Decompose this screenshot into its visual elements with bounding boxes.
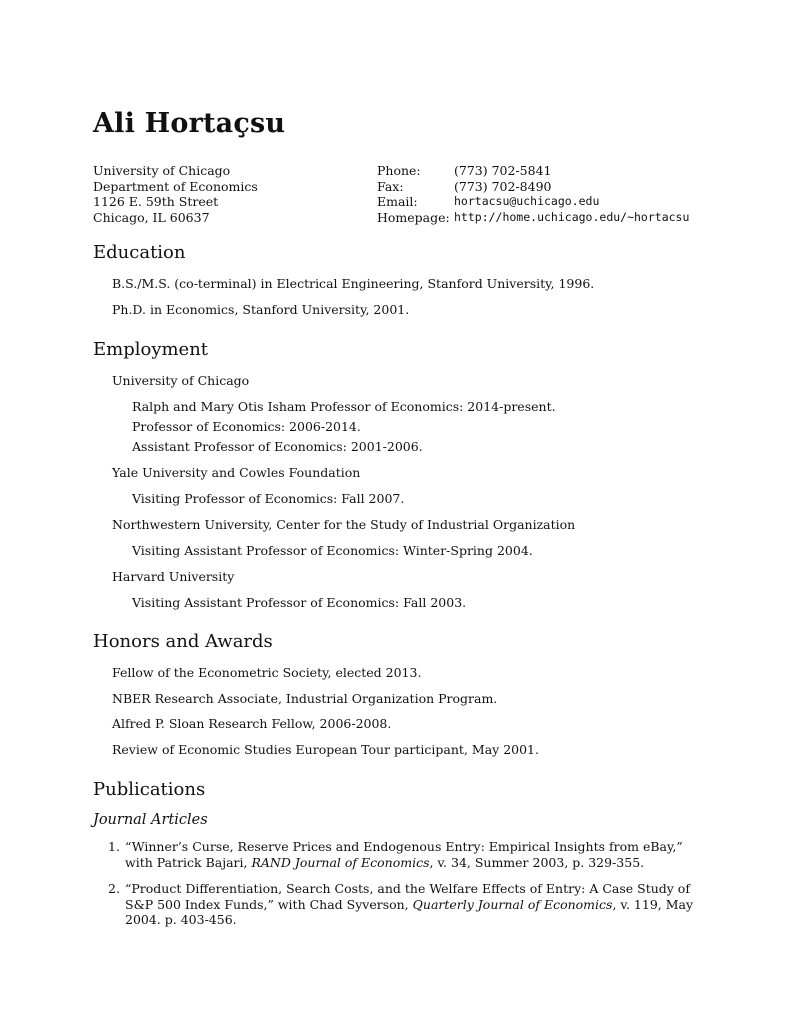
employer-name: Harvard University [112, 569, 235, 584]
publication-journal: RAND Journal of Economics [251, 854, 430, 870]
contact-label: Phone: [377, 163, 421, 178]
publication-citation: “Product Differentiation, Search Costs, and the Welfare Effects of Entry: A Case Study of S&P 500 Index Funds,” with Chad Syverson, [125, 881, 690, 912]
employer-name: University of Chicago [112, 373, 250, 388]
address-block [93, 163, 258, 225]
honor-item: Alfred P. Sloan Research Fellow, 2006-2008. [112, 716, 392, 731]
honor-item: Fellow of the Econometric Society, elected 2013. [112, 665, 422, 680]
publication-citation: “Winner’s Curse, Reserve Prices and Endogenous Entry: Empirical Insights from eBay,” with Patrick Bajari, [125, 839, 683, 870]
homepage-link[interactable]: http://home.uchicago.edu/∼hortacsu [454, 209, 690, 224]
contact-block [377, 163, 689, 225]
address-line: University of Chicago [93, 163, 231, 178]
publication-text [125, 839, 708, 870]
education-item: Ph.D. in Economics, Stanford University, 2001. [112, 302, 410, 317]
position-item: Visiting Assistant Professor of Economics: Winter-Spring 2004. [132, 543, 533, 558]
phone-value: (773) 702-5841 [454, 163, 552, 178]
section-heading-publications: Publications [93, 779, 206, 800]
contact-fax [377, 179, 689, 195]
section-heading-employment: Employment [93, 339, 209, 360]
publication-number: 1. [108, 839, 120, 854]
publication-text [125, 881, 708, 928]
contact-homepage [377, 210, 689, 226]
employer-name: Yale University and Cowles Foundation [112, 465, 361, 480]
fax-value: (773) 702-8490 [454, 178, 552, 194]
publication-number: 2. [108, 881, 120, 896]
honor-item: Review of Economic Studies European Tour participant, May 2001. [112, 742, 539, 757]
section-heading-honors: Honors and Awards [93, 631, 273, 652]
honor-item: NBER Research Associate, Industrial Organization Program. [112, 691, 498, 706]
email-link[interactable]: hortacsu@uchicago.edu [454, 194, 600, 208]
position-item: Visiting Assistant Professor of Economics: Fall 2003. [132, 595, 467, 610]
employer-name: Northwestern University, Center for the Study of Industrial Organization [112, 517, 576, 532]
contact-phone [377, 163, 689, 179]
contact-label: Homepage: [377, 209, 450, 225]
position-item: Visiting Professor of Economics: Fall 2007. [132, 491, 405, 506]
publication-item [108, 881, 708, 928]
position-item: Assistant Professor of Economics: 2001-2006. [132, 439, 423, 454]
contact-email [377, 194, 689, 210]
address-line: Chicago, IL 60637 [93, 209, 210, 225]
subsection-journal-articles: Journal Articles [93, 812, 208, 828]
address-line: Department of Economics [93, 178, 258, 194]
section-heading-education: Education [93, 242, 186, 263]
address-line: 1126 E. 59th Street [93, 194, 219, 209]
publication-details: , v. 119, May 2004. p. 403-456. [125, 896, 694, 927]
contact-label: Fax: [377, 178, 404, 194]
publication-details: , v. 34, Summer 2003, p. 329-355. [429, 854, 645, 870]
publication-journal: Quarterly Journal of Economics [412, 896, 613, 912]
position-item: Ralph and Mary Otis Isham Professor of Economics: 2014-present. [132, 399, 556, 414]
position-item: Professor of Economics: 2006-2014. [132, 419, 361, 434]
education-item: B.S./M.S. (co-terminal) in Electrical Engineering, Stanford University, 1996. [112, 276, 595, 291]
publication-item [108, 839, 708, 870]
cv-name: Ali Hortaçsu [93, 108, 286, 139]
contact-label: Email: [377, 194, 418, 209]
